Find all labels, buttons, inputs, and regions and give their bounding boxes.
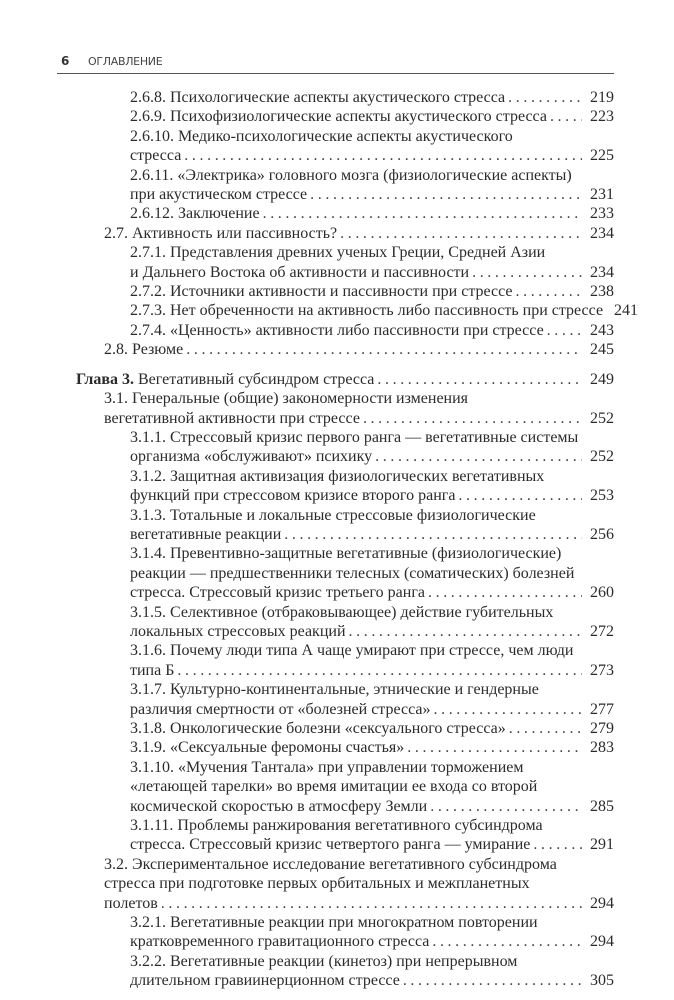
toc-entry-title: 2.8. Резюме xyxy=(104,341,184,359)
toc-page-number: 234 xyxy=(590,263,614,281)
toc-page-number: 238 xyxy=(590,283,614,301)
toc-entry-title: «летающей тарелки» во время имитации ее входа со второй xyxy=(130,778,538,796)
toc-subsection-entry[interactable] xyxy=(130,758,614,816)
toc-entry-title: 2.6.10. Медико-психологические аспекты акустического xyxy=(130,127,513,145)
dot-leader xyxy=(403,971,582,990)
toc-page-number: 233 xyxy=(590,205,614,223)
toc-entry-line xyxy=(130,166,614,185)
toc-section-entry[interactable] xyxy=(104,389,614,428)
running-head-title: ОГЛАВЛЕНИЕ xyxy=(88,55,163,68)
toc-page-number: 272 xyxy=(590,622,614,640)
toc-entry-title: космической скоростью в атмосферу Земли xyxy=(130,797,428,815)
toc-subsection-entry[interactable] xyxy=(130,816,614,855)
toc-page-number: 243 xyxy=(590,321,614,339)
dot-leader xyxy=(550,107,582,126)
toc-entry-line xyxy=(130,835,614,854)
toc-entry-title: 2.6.12. Заключение xyxy=(130,205,260,223)
dot-leader xyxy=(186,340,582,359)
toc-entry-title: вегетативные реакции xyxy=(130,525,282,543)
toc-subsection-entry[interactable] xyxy=(130,680,614,719)
dot-leader xyxy=(434,700,583,719)
toc-page-number: 225 xyxy=(590,147,614,165)
toc-section-entry[interactable] xyxy=(104,340,614,359)
toc-entry-title: длительном гравиинерционном стрессе xyxy=(130,972,400,990)
toc-entry-line xyxy=(130,913,614,932)
toc-subsection-entry[interactable] xyxy=(130,506,614,545)
toc-subsection-entry[interactable] xyxy=(130,738,614,757)
toc-page-number: 260 xyxy=(590,584,614,602)
toc-page-number: 245 xyxy=(590,341,614,359)
dot-leader xyxy=(430,797,582,816)
toc-subsection-entry[interactable] xyxy=(130,641,614,680)
toc-subsection-entry[interactable] xyxy=(130,301,639,320)
dot-leader xyxy=(508,88,582,107)
toc-entry-title: 3.1.9. «Сексуальные феромоны счастья» xyxy=(130,739,405,757)
toc-entry-title: 3.2. Экспериментальное исследование вегетативного субсиндрома xyxy=(104,855,557,873)
toc-entry-line xyxy=(130,603,614,622)
toc-entry-line xyxy=(130,797,614,816)
toc-page-number: 241 xyxy=(614,302,639,320)
toc-entry-line xyxy=(130,700,614,719)
dot-leader xyxy=(263,204,582,223)
dot-leader xyxy=(375,447,582,466)
toc-subsection-entry[interactable] xyxy=(130,204,614,223)
toc-entry-title: типа Б xyxy=(130,661,175,679)
toc-entry-line xyxy=(130,525,614,544)
toc-entry-line xyxy=(130,816,614,835)
toc-entry-title: организма «обслуживают» психику xyxy=(130,448,373,466)
toc-entry-line xyxy=(130,243,614,262)
toc-page-number: 252 xyxy=(590,409,614,427)
toc-entry-line xyxy=(130,321,614,340)
toc-page-number: 283 xyxy=(590,739,614,757)
dot-leader xyxy=(407,738,582,757)
toc-entry-title: вегетативной активности при стрессе xyxy=(104,409,360,427)
toc-subsection-entry[interactable] xyxy=(130,321,614,340)
toc-entry-title: 3.1.7. Культурно-континентальные, этнические и гендерные xyxy=(130,681,539,699)
toc-page-number: 294 xyxy=(590,933,614,951)
toc-section-entry[interactable] xyxy=(104,224,614,243)
toc-entry-line xyxy=(130,486,614,505)
dot-leader xyxy=(363,409,582,428)
toc-entry-title: 2.7. Активность или пассивность? xyxy=(104,224,338,242)
toc-entry-line xyxy=(130,447,614,466)
toc-entry-line xyxy=(104,874,614,893)
toc-entry-line xyxy=(130,107,614,126)
toc-chapter-entry[interactable] xyxy=(76,370,614,389)
toc-entry-title: 3.1.8. Онкологические болезни «сексуального стресса» xyxy=(130,720,506,737)
toc-subsection-entry[interactable] xyxy=(130,88,614,107)
toc-subsection-entry[interactable] xyxy=(130,127,614,166)
toc-entry-line xyxy=(104,224,614,243)
toc-entry-title: 2.7.2. Источники активности и пассивности при стрессе xyxy=(130,283,513,301)
toc-subsection-entry[interactable] xyxy=(130,428,614,467)
toc-subsection-entry[interactable] xyxy=(130,166,614,205)
table-of-contents xyxy=(0,88,674,991)
toc-page-number: 223 xyxy=(590,108,614,126)
toc-page-number: 252 xyxy=(590,448,614,466)
dot-leader xyxy=(547,321,582,340)
toc-page-number: 231 xyxy=(590,186,614,204)
toc-entry-title: функций при стрессовом кризисе второго ранга xyxy=(130,487,456,505)
toc-entry-line xyxy=(130,952,614,971)
toc-subsection-entry[interactable] xyxy=(130,544,614,602)
toc-page-number: 285 xyxy=(590,797,614,815)
toc-page-number: 256 xyxy=(590,525,614,543)
dot-leader xyxy=(377,370,582,389)
toc-page-number: 219 xyxy=(590,89,614,106)
dot-leader xyxy=(184,146,582,165)
toc-entry-line xyxy=(130,263,614,282)
toc-entry-title: 3.1.6. Почему люди типа А чаще умирают при стрессе, чем люди xyxy=(130,642,574,660)
toc-entry-line xyxy=(130,680,614,699)
toc-entry-title: 3.1.1. Стрессовый кризис первого ранга — вегетативные системы xyxy=(130,428,579,446)
dot-leader xyxy=(340,224,582,243)
toc-subsection-entry[interactable] xyxy=(130,107,614,126)
toc-page-number: 249 xyxy=(590,370,614,388)
toc-subsection-entry[interactable] xyxy=(130,719,614,738)
toc-entry-line xyxy=(130,777,614,796)
toc-entry-title: стресса. Стрессовый кризис третьего ранга xyxy=(130,584,425,602)
toc-entry-line xyxy=(130,88,614,107)
toc-entry-line xyxy=(104,855,614,874)
toc-page-number: 277 xyxy=(590,700,614,718)
toc-entry-line xyxy=(104,409,614,428)
toc-entry-line xyxy=(130,932,614,951)
toc-entry-title: 2.6.9. Психофизиологические аспекты акустического стресса xyxy=(130,108,547,126)
dot-leader xyxy=(458,486,582,505)
toc-entry-title: 3.1.3. Тотальные и локальные стрессовые физиологические xyxy=(130,506,536,524)
dot-leader xyxy=(177,661,582,680)
toc-entry-line xyxy=(130,661,614,680)
toc-entry-title: различия смертности от «болезней стресса» xyxy=(130,700,431,718)
toc-entry-title: кратковременного гравитационного стресса xyxy=(130,933,430,951)
dot-leader xyxy=(349,622,582,641)
toc-entry-title: 2.6.8. Психологические аспекты акустического стресса xyxy=(130,89,506,106)
toc-subsection-entry[interactable] xyxy=(130,952,614,991)
dot-leader xyxy=(533,835,582,854)
toc-entry-line xyxy=(76,370,614,389)
toc-entry-title: Вегетативный субсиндром стресса xyxy=(138,370,375,388)
toc-entry-line xyxy=(130,719,614,738)
toc-entry-title: реакции — предшественники телесных (соматических) болезней xyxy=(130,564,575,582)
dot-leader xyxy=(432,932,582,951)
toc-page-number: 291 xyxy=(590,836,614,854)
toc-entry-line xyxy=(104,389,614,408)
toc-entry-line xyxy=(130,583,614,602)
toc-entry-title: 3.2.1. Вегетативные реакции при многократном повторении xyxy=(130,914,538,932)
toc-entry-title: стресса xyxy=(130,147,182,165)
toc-page-number: 273 xyxy=(590,661,614,679)
toc-entry-title: 2.6.11. «Электрика» головного мозга (физиологические аспекты) xyxy=(130,166,572,184)
toc-entry-line xyxy=(130,301,639,320)
dot-leader xyxy=(516,282,583,301)
toc-subsection-entry[interactable] xyxy=(130,243,614,282)
toc-entry-line xyxy=(130,428,614,447)
toc-entry-line xyxy=(130,127,614,146)
toc-page-number: 305 xyxy=(590,972,614,990)
toc-entry-title: 3.2.2. Вегетативные реакции (кинетоз) при непрерывном xyxy=(130,952,518,970)
toc-entry-line xyxy=(130,544,614,563)
dot-leader xyxy=(428,583,582,602)
dot-leader xyxy=(284,525,582,544)
toc-entry-title: локальных стрессовых реакций xyxy=(130,622,346,640)
toc-entry-line xyxy=(130,282,614,301)
dot-leader xyxy=(509,719,582,738)
page-number: 6 xyxy=(61,54,70,68)
toc-entry-line xyxy=(130,146,614,165)
toc-entry-title: 3.1.4. Превентивно-защитные вегетативные (физиологические) xyxy=(130,545,562,563)
running-head xyxy=(57,50,614,74)
toc-entry-title: стресса. Стрессовый кризис четвертого ранга — умирание xyxy=(130,836,531,854)
toc-entry-title: 3.1.10. «Мучения Тантала» при управлении торможением xyxy=(130,758,524,776)
toc-entry-title: при акустическом стрессе xyxy=(130,186,308,204)
toc-entry-line xyxy=(130,641,614,660)
toc-page-number: 279 xyxy=(590,720,614,737)
toc-entry-title: 2.7.1. Представления древних ученых Греции, Средней Азии xyxy=(130,244,546,262)
dot-leader xyxy=(310,185,582,204)
toc-entry-line xyxy=(130,185,614,204)
toc-entry-line xyxy=(104,340,614,359)
toc-entry-line xyxy=(130,971,614,990)
dot-leader xyxy=(472,263,582,282)
toc-entry-title: 3.1.11. Проблемы ранжирования вегетативного субсиндрома xyxy=(130,817,543,835)
toc-page-number: 294 xyxy=(590,894,614,912)
dot-leader xyxy=(161,894,582,913)
toc-subsection-entry[interactable] xyxy=(130,913,614,952)
toc-page-number: 253 xyxy=(590,487,614,505)
toc-page-number: 234 xyxy=(590,224,614,242)
toc-entry-title: полетов xyxy=(104,894,158,912)
toc-entry-line xyxy=(104,894,614,913)
toc-entry-line xyxy=(130,506,614,525)
toc-entry-title: стресса при подготовке первых орбитальных и межпланетных xyxy=(104,875,530,893)
toc-entry-title: 3.1. Генеральные (общие) закономерности изменения xyxy=(104,390,469,408)
toc-entry-line xyxy=(130,467,614,486)
toc-entry-title: 3.1.5. Селективное (отбраковывающее) действие губительных xyxy=(130,603,554,621)
toc-subsection-entry[interactable] xyxy=(130,467,614,506)
toc-entry-title: 2.7.4. «Ценность» активности либо пассивности при стрессе xyxy=(130,321,544,339)
toc-entry-line xyxy=(130,564,614,583)
toc-entry-line xyxy=(130,758,614,777)
toc-entry-title: и Дальнего Востока об активности и пассивности xyxy=(130,263,470,281)
toc-entry-line xyxy=(130,622,614,641)
chapter-label: Глава 3. xyxy=(76,370,134,388)
toc-entry-title: 2.7.3. Нет обреченности на активность либо пассивность при стрессе xyxy=(130,302,604,320)
toc-subsection-entry[interactable] xyxy=(130,282,614,301)
toc-entry-title: 3.1.2. Защитная активизация физиологических вегетативных xyxy=(130,467,545,485)
toc-entry-line xyxy=(130,204,614,223)
toc-subsection-entry[interactable] xyxy=(130,603,614,642)
toc-section-entry[interactable] xyxy=(104,855,614,913)
toc-entry-line xyxy=(130,738,614,757)
